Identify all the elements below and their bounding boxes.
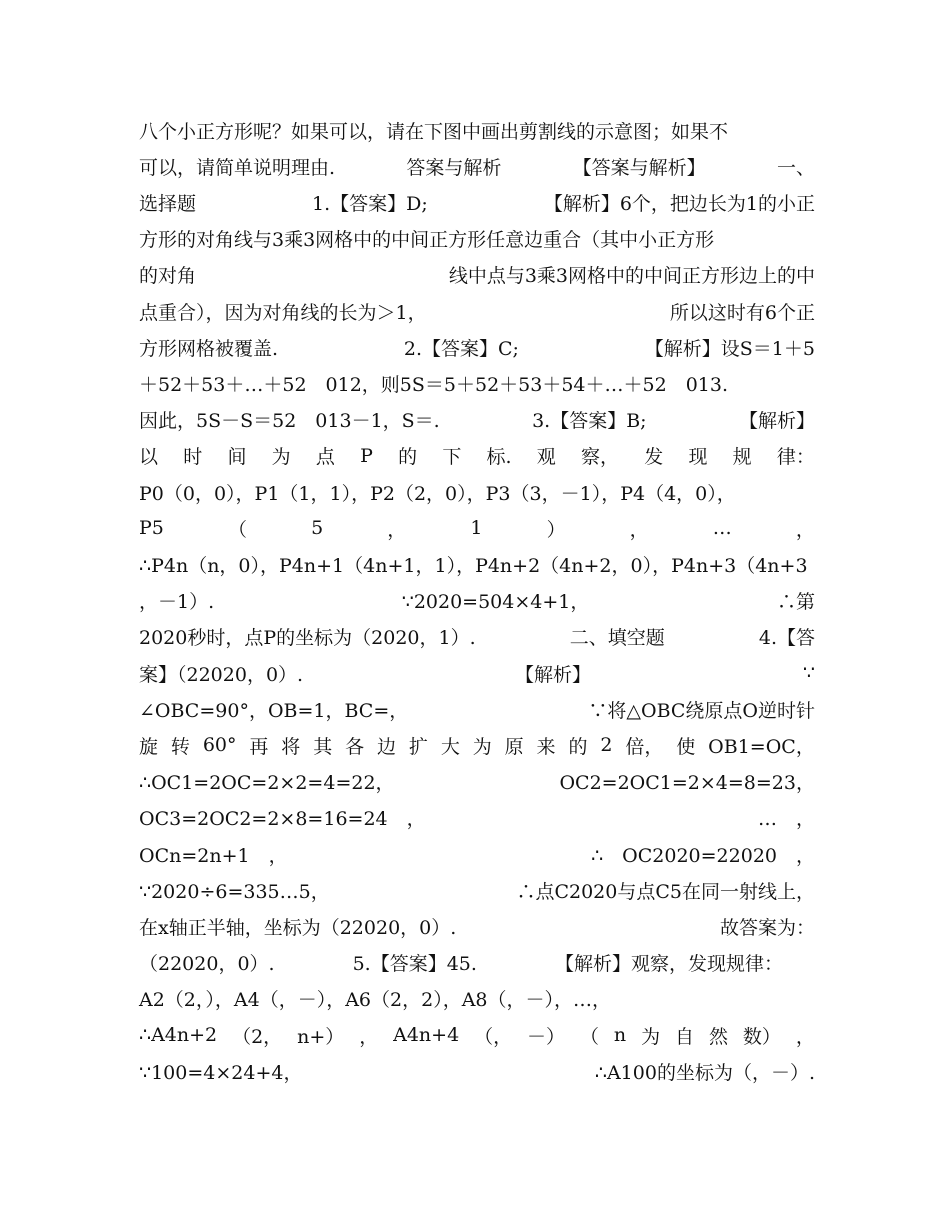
text-line — [139, 112, 815, 148]
text-segment: 原 — [504, 735, 524, 758]
text-segment: 下 — [442, 446, 462, 469]
text-segment: n+） — [297, 1025, 345, 1048]
text-segment: 可以，请简单说明理由. — [139, 156, 336, 179]
text-segment: ∴ OC2020=22020 ， — [591, 844, 815, 867]
text-segment: 然 — [708, 1025, 728, 1048]
text-segment: ∴A4n+2 — [139, 1024, 218, 1046]
text-segment: ∵将△OBC绕原点O逆时针 — [588, 699, 815, 722]
text-segment: 的 — [398, 446, 418, 469]
text-segment: 选择题 — [139, 192, 197, 215]
text-segment: （22020，0）. — [139, 953, 275, 976]
text-segment: ∵ — [802, 662, 815, 684]
text-segment: P — [360, 444, 373, 467]
text-segment: 的对角 — [139, 265, 197, 288]
text-segment: 现 — [688, 446, 708, 469]
text-segment: 倍， — [625, 735, 664, 758]
text-segment: ，－1）. — [139, 591, 215, 614]
text-line — [139, 184, 815, 220]
text-segment: 二、填空题 — [569, 627, 665, 650]
text-segment: ∵2020÷6=335…5， — [139, 880, 330, 903]
text-segment: 一、 — [776, 156, 815, 179]
text-segment: （2， — [232, 1025, 283, 1048]
text-segment: 3.【答案】B; — [532, 410, 647, 433]
text-segment: 2 — [600, 734, 613, 757]
text-line — [139, 872, 815, 908]
text-segment: 所以这时有6个正 — [669, 301, 815, 324]
text-segment: （， — [474, 1025, 513, 1048]
text-line — [139, 257, 815, 293]
text-segment: ＋52＋53＋…＋52 012，则5S＝5＋52＋53＋54＋…＋52 013. — [139, 373, 729, 396]
text-segment: 来 — [536, 735, 556, 758]
text-segment: OCn=2n+1 ， — [139, 844, 288, 867]
text-segment: 【解析】 — [738, 410, 815, 433]
text-segment: 【解析】6个，把边长为1的小正 — [543, 192, 815, 215]
text-segment: 在x轴正半轴，坐标为（22020，0）. — [139, 916, 457, 939]
text-segment: 标. — [486, 446, 512, 469]
text-line — [139, 365, 815, 401]
text-segment: －） — [527, 1025, 566, 1048]
text-segment: 答案与解析 — [406, 156, 502, 179]
text-line — [139, 1017, 815, 1053]
text-segment: 因此，5S－S＝52 013－1，S＝. — [139, 410, 440, 433]
text-segment: 自 — [675, 1025, 695, 1048]
text-line — [139, 981, 815, 1017]
text-segment: 扩 — [408, 735, 428, 758]
text-segment: ， — [795, 1025, 815, 1048]
text-segment: 60° — [202, 734, 237, 757]
text-segment: 使 — [676, 735, 696, 758]
text-segment: 边 — [377, 735, 397, 758]
text-segment: （ — [227, 518, 247, 541]
text-segment: 【解析】设S＝1＋5 — [644, 337, 815, 360]
text-line — [139, 945, 815, 981]
text-line — [139, 474, 815, 510]
text-segment: 的 — [568, 735, 588, 758]
text-segment: 观 — [536, 446, 556, 469]
text-segment: 大 — [440, 735, 460, 758]
text-segment: ∴OC1=2OC=2×2=4=22， — [139, 772, 395, 795]
text-segment: 【解析】 — [514, 663, 591, 686]
text-segment: ∴P4n（n，0），P4n+1（4n+1，1），P4n+2（4n+2，0），P4n+3（4n+3 — [139, 554, 808, 577]
text-segment: 为 — [271, 446, 291, 469]
text-segment: 线中点与3乘3网格中的中间正方形边上的中 — [448, 265, 815, 288]
text-line — [139, 583, 815, 619]
text-line — [139, 800, 815, 836]
text-segment: 为 — [641, 1025, 661, 1048]
text-segment: ） — [546, 518, 566, 541]
text-line — [139, 510, 815, 546]
text-segment: 2.【答案】C; — [403, 337, 519, 360]
text-segment: 1.【答案】D; — [312, 192, 428, 215]
text-segment: … ， — [757, 808, 815, 831]
text-segment: 案】（22020，0）. — [139, 663, 304, 686]
text-segment: OC2=2OC1=2×4=8=23， — [559, 772, 815, 795]
text-segment: A4n+4 — [393, 1024, 460, 1046]
text-segment: 点 — [315, 446, 335, 469]
text-segment: P0（0，0），P1（1，1），P2（2，0），P3（3，－1），P4（4，0）， — [139, 482, 736, 505]
text-line — [139, 727, 815, 763]
text-segment: 【答案与解析】 — [572, 156, 706, 179]
text-line — [139, 221, 815, 257]
text-segment: ∴点C2020与点C5在同一射线上， — [516, 880, 815, 903]
text-segment: 其 — [313, 735, 333, 758]
text-segment: ∵100=4×24+4， — [139, 1061, 303, 1084]
text-segment: 律： — [776, 446, 815, 469]
text-line — [139, 1053, 815, 1089]
text-segment: ， — [629, 518, 649, 541]
text-line — [139, 836, 815, 872]
text-segment: 方形网格被覆盖. — [139, 337, 279, 360]
text-segment: 为 — [472, 735, 492, 758]
text-segment: P5 — [139, 517, 164, 540]
text-segment: 八个小正方形呢？如果可以，请在下图中画出剪割线的示意图；如果不 — [139, 120, 729, 143]
text-segment: ∴A100的坐标为（，－）. — [594, 1061, 815, 1084]
text-segment: 【解析】观察，发现规律： — [554, 953, 783, 976]
text-segment: 1 — [470, 517, 483, 540]
text-line — [139, 764, 815, 800]
text-segment: 5 — [311, 517, 324, 540]
text-line — [139, 438, 815, 474]
text-segment: 以 — [139, 446, 159, 469]
text-segment: ， — [795, 518, 815, 541]
text-line — [139, 148, 815, 184]
text-segment: 点重合），因为对角线的长为＞1， — [139, 301, 427, 324]
text-segment: 方形的对角线与3乘3网格中的中间正方形任意边重合（其中小正方形 — [139, 229, 715, 252]
text-segment: 间 — [227, 446, 247, 469]
text-segment: ， — [359, 1025, 379, 1048]
text-line — [139, 402, 815, 438]
text-segment: n — [613, 1024, 627, 1046]
text-segment: （ — [579, 1025, 599, 1048]
text-segment: 2020秒时，点P的坐标为（2020，1）. — [139, 627, 476, 650]
text-segment: 发 — [644, 446, 664, 469]
text-segment: 时 — [183, 446, 203, 469]
text-segment: ， — [387, 518, 407, 541]
text-segment: 再 — [249, 735, 269, 758]
text-line — [139, 546, 815, 582]
text-segment: ∠OBC=90°，OB=1，BC=， — [139, 699, 409, 722]
text-line — [139, 908, 815, 944]
text-segment: OB1=OC， — [708, 735, 815, 758]
text-line — [139, 619, 815, 655]
text-segment: A2（2，），A4（，－），A6（2，2），A8（，－），…， — [139, 989, 612, 1012]
text-segment: 旋 — [139, 735, 159, 758]
text-segment: 察， — [581, 446, 620, 469]
text-line — [139, 655, 815, 691]
text-segment: … — [712, 517, 732, 540]
text-line — [139, 293, 815, 329]
text-segment: 将 — [281, 735, 301, 758]
text-segment: ∴第 — [776, 591, 815, 614]
text-segment: 5.【答案】45. — [352, 953, 477, 976]
text-segment: OC3=2OC2=2×8=16=24 ， — [139, 808, 426, 831]
text-line — [139, 329, 815, 365]
text-segment: 各 — [345, 735, 365, 758]
text-segment: 数） — [742, 1025, 781, 1048]
text-segment: 规 — [732, 446, 752, 469]
text-segment: 4.【答 — [758, 627, 815, 650]
text-segment: ∵2020=504×4+1， — [401, 591, 590, 614]
text-line — [139, 691, 815, 727]
text-segment: 转 — [170, 735, 190, 758]
text-segment: 故答案为： — [719, 916, 815, 939]
